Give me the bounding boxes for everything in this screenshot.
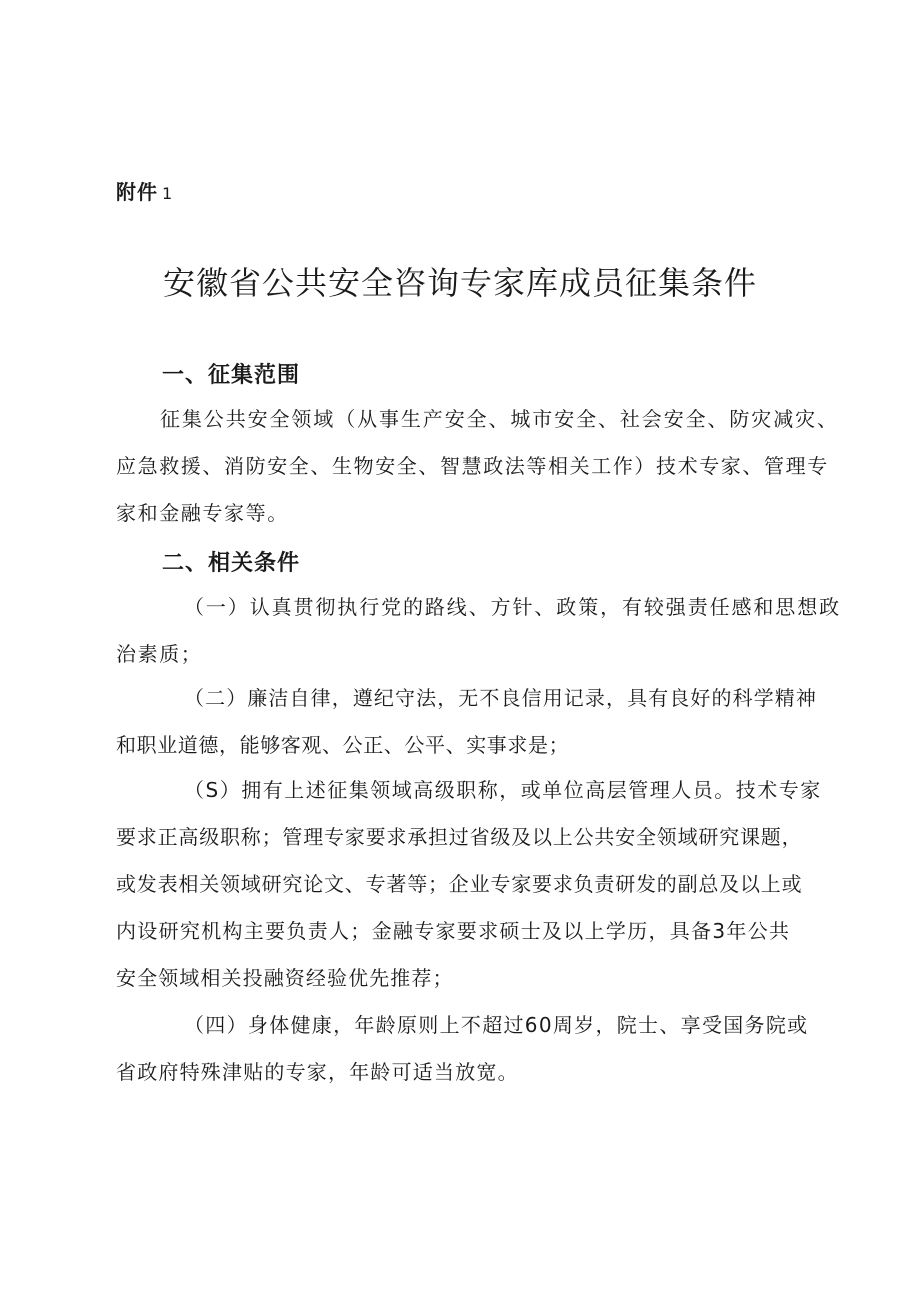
section1-line-2: 应急救援、消防安全、生物安全、智慧政法等相关工作）技术专家、管理专 (116, 454, 829, 478)
item2-line-2: 和职业道德，能够客观、公正、公平、实事求是； (116, 733, 570, 757)
item3-line-1: （S）拥有上述征集领域高级职称，或单位高层管理人员。技术专家 (184, 778, 822, 802)
item3-line-5: 安全领域相关投融资经验优先推荐； (116, 966, 454, 990)
attachment-label (116, 176, 173, 205)
attachment-text: 附件 (116, 180, 158, 204)
item3-line-4: 内设研究机构主要负责人；金融专家要求硕士及以上学历，具备3年公共 (116, 919, 791, 943)
section2-heading: 二、相关条件 (162, 551, 301, 576)
item2-line-1: （二）廉洁自律，遵纪守法，无不良信用记录，具有良好的科学精神 (184, 686, 817, 710)
item1-line-1: （一）认真贯彻执行党的路线、方针、政策，有较强责任感和思想政 (184, 595, 841, 619)
item1-line-2: 治素质； (116, 642, 203, 666)
attachment-number: 1 (162, 184, 174, 203)
item3-line-2: 要求正高级职称；管理专家要求承担过省级及以上公共安全领域研究课题， (116, 825, 803, 849)
item3-line-3: 或发表相关领域研究论文、专著等；企业专家要求负责研发的副总及以上或 (116, 872, 803, 896)
item4-line-1: （四）身体健康，年龄原则上不超过60周岁，院士、享受国务院或 (184, 1013, 809, 1037)
section1-heading: 一、征集范围 (162, 363, 301, 388)
item4-line-2: 省政府特殊津贴的专家，年龄可适当放宽。 (116, 1060, 519, 1084)
section1-line-3: 家和金融专家等。 (116, 501, 289, 525)
section1-line-1: 征集公共安全领域（从事生产安全、城市安全、社会安全、防灾减灾、 (160, 407, 839, 431)
document-title: 安徽省公共安全咨询专家库成员征集条件 (162, 264, 757, 302)
